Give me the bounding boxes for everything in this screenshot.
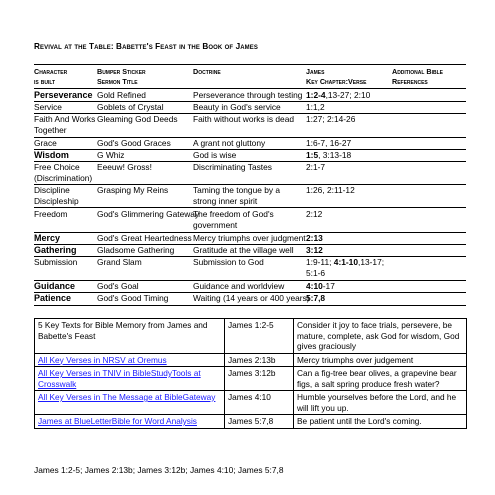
header-bottom-rule [34,88,466,89]
table-row [35,415,467,429]
row-james: 2:1-7 [306,162,326,172]
row-bumper: Gleaming God Deeds [97,114,178,124]
header-additional-line2: References [392,77,428,86]
row-character: Submission [34,257,78,267]
row-bumper: God's Good Graces [97,138,171,148]
row-bumper: Goblets of Crystal [97,102,164,112]
row-bumper: Gold Refined [97,90,146,100]
header-bumper-line2: Sermon Title [97,77,138,86]
header-bumper [97,67,146,87]
header-character-line2: is built [34,77,56,86]
row-character: Perseverance [34,90,93,100]
verse-text: Mercy triumphs over judgement [294,353,467,367]
row-character: Free Choice (Discrimination) [34,162,93,183]
header-doctrine [193,67,221,77]
row-character: Wisdom [34,150,69,160]
row-character: Faith And Works Together [34,114,96,135]
row-bumper: G Whiz [97,150,125,160]
row-doctrine: Faith without works is dead [193,114,295,124]
row-james: 3:12 [306,245,323,255]
row-bumper: God's Glimmering Gateway [97,209,200,219]
row-doctrine: Perseverance through testing [193,90,303,100]
message-biblegateway-link[interactable]: All Key Verses in The Message at BibleGateway [38,392,216,402]
verse-text: Consider it joy to face trials, persevere, be mature, complete, ask God for wisdom, God gives graciously [294,319,467,354]
table-bottom-rule [34,305,466,306]
row-doctrine: A grant not gluttony [193,138,266,148]
verse-list-footer: James 1:2-5; James 2:13b; James 3:12b; James 4:10; James 5:7,8 [34,465,284,475]
row-doctrine: Submission to God [193,257,264,267]
row-character: Gathering [34,245,77,255]
header-james-line2: Key Chapter:Verse [306,77,367,86]
table-row [35,319,467,354]
header-character-line1: Character [34,67,68,76]
nrsv-oremus-link[interactable]: All Key Verses in NRSV at Oremus [38,354,167,365]
row-bumper: Grand Slam [97,257,142,267]
row-james: 2:13 [306,233,323,243]
row-character: Grace [34,138,57,148]
row-character: Service [34,102,62,112]
verse-ref: James 2:13b [225,353,294,367]
table-row [35,353,467,367]
row-doctrine: Mercy triumphs over judgment [193,233,306,243]
row-james: 5:7,8 [306,293,326,303]
row-divider [34,207,466,208]
memory-verses-table [34,318,467,429]
tniv-crosswalk-link[interactable]: All Key Verses in TNIV in BibleStudyTools at Crosswalk [38,368,201,389]
verse-text: Can a fig-tree bear olives, a grapevine bear figs, a salt spring produce fresh water? [294,367,467,391]
blueletterbible-link[interactable]: James at BlueLetterBible for Word Analysis [38,416,197,426]
row-doctrine: Beauty in God's service [193,102,281,112]
header-additional [392,67,443,87]
verse-ref: James 3:12b [225,367,294,391]
row-james: 4:10-17 [306,281,335,291]
row-character: Guidance [34,281,76,291]
row-doctrine: God is wise [193,150,237,160]
row-doctrine: Discriminating Tastes [193,162,272,172]
row-character: Patience [34,293,72,303]
row-character: Freedom [34,209,68,219]
header-bumper-line1: Bumper Sticker [97,67,146,76]
header-additional-line1: Additional Bible [392,67,443,76]
table-row [35,367,467,391]
row-bumper: God's Goal [97,281,139,291]
row-doctrine: Gratitude at the village well [193,245,294,255]
row-bumper: God's Good Timing [97,293,169,303]
memory-texts-heading: 5 Key Texts for Bible Memory from James and Babette's Feast [35,319,225,354]
header-character [34,67,67,87]
row-james: 1:5, 3:13-18 [306,150,352,160]
table-top-rule [34,64,466,65]
row-james: 1:26, 2:11-12 [306,185,355,195]
header-james [306,67,366,87]
verse-ref: James 4:10 [225,391,294,415]
header-james-line1: James [306,67,325,76]
row-james: 1:27; 2:14-26 [306,114,356,124]
row-james: 1:2-4,13-27; 2:10 [306,90,371,100]
row-doctrine: Guidance and worldview [193,281,285,291]
row-bumper: Eeeuw! Gross! [97,162,152,172]
row-bumper: God's Great Heartedness [97,233,192,243]
table-row [35,391,467,415]
row-bumper: Gladsome Gathering [97,245,175,255]
verse-text: Be patient until the Lord's coming. [294,415,467,429]
row-doctrine: Waiting (14 years or 400 years) [193,293,310,303]
verse-text: Humble yourselves before the Lord, and he will lift you up. [294,391,467,415]
row-character: Mercy [34,233,61,243]
row-doctrine: The freedom of God's government [193,209,274,230]
verse-ref: James 1:2-5 [225,319,294,354]
row-bumper: Grasping My Reins [97,185,169,195]
row-james: 1:9-11; 4:1-10,13-17; 5:1-6 [306,257,385,278]
row-character: Discipline Discipleship [34,185,79,206]
row-james: 1:6-7, 16-27 [306,138,352,148]
header-doctrine-label: Doctrine [193,67,221,76]
row-james: 2:12 [306,209,323,219]
row-james: 1:1,2 [306,102,325,112]
document-title: Revival at the Table: Babette's Feast in the Book of James [34,42,258,51]
row-doctrine: Taming the tongue by a strong inner spirit [193,185,281,206]
verse-ref: James 5:7,8 [225,415,294,429]
